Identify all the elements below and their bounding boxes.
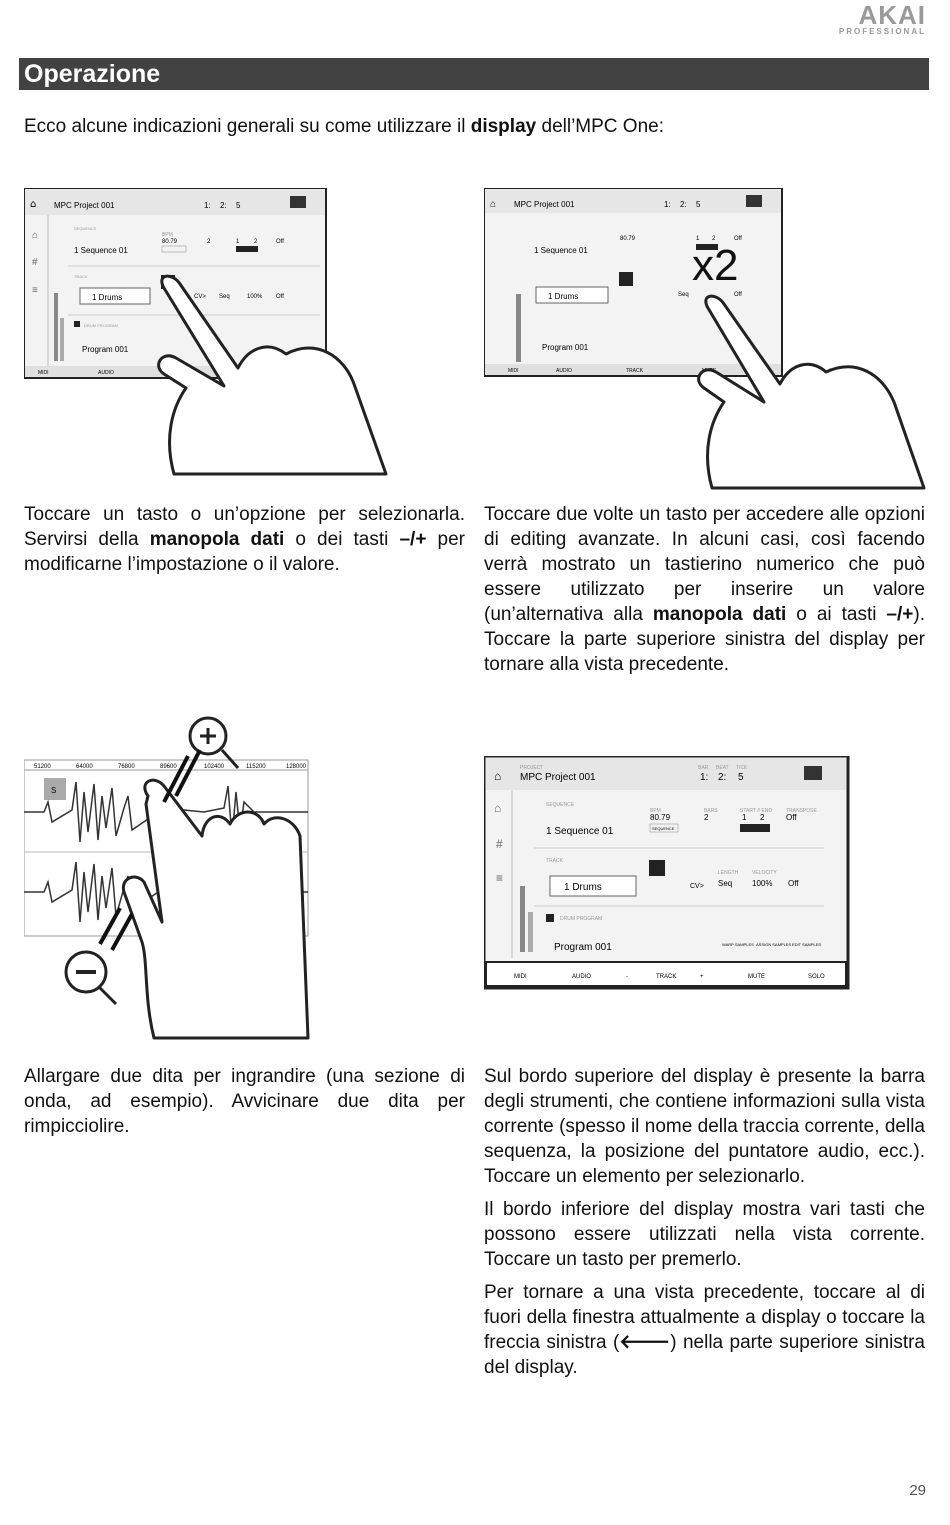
svg-text:#: # bbox=[496, 837, 503, 851]
svg-text:Seq: Seq bbox=[678, 292, 689, 298]
svg-text:2:: 2: bbox=[718, 772, 727, 783]
svg-text:Program 001: Program 001 bbox=[82, 345, 129, 354]
mpc-screen-3 bbox=[484, 756, 848, 988]
svg-text:2: 2 bbox=[207, 239, 211, 245]
svg-text:Off: Off bbox=[734, 292, 742, 298]
hand-pointer-2 bbox=[699, 296, 924, 488]
figure-double-tap bbox=[484, 188, 929, 493]
left-arrow-icon: 🡐 bbox=[619, 1332, 671, 1353]
svg-text:WARP SAMPLES: WARP SAMPLES bbox=[722, 942, 754, 947]
svg-text:128000: 128000 bbox=[286, 764, 307, 770]
intro-bold: display bbox=[470, 116, 537, 137]
svg-text:Off: Off bbox=[276, 239, 284, 245]
svg-text:TRACK: TRACK bbox=[74, 274, 88, 279]
svg-text:1 Sequence 01: 1 Sequence 01 bbox=[74, 246, 128, 255]
svg-text:MPC Project 001: MPC Project 001 bbox=[514, 200, 575, 209]
double-tap-label: x2 bbox=[692, 241, 739, 290]
figure-pinch bbox=[24, 712, 324, 1042]
svg-text:1: 1 bbox=[696, 236, 700, 242]
svg-text:Off: Off bbox=[788, 879, 799, 888]
svg-text:S: S bbox=[51, 786, 57, 795]
svg-text:Off: Off bbox=[276, 294, 284, 300]
svg-text:5: 5 bbox=[236, 201, 241, 210]
intro-text bbox=[24, 116, 664, 138]
svg-text:#: # bbox=[32, 257, 38, 268]
svg-text:AUDIO: AUDIO bbox=[556, 368, 572, 374]
svg-text:115200: 115200 bbox=[246, 764, 266, 770]
svg-text:DRUM PROGRAM: DRUM PROGRAM bbox=[560, 916, 603, 922]
svg-text:1 Sequence 01: 1 Sequence 01 bbox=[534, 246, 588, 255]
svg-text:1: 1 bbox=[236, 239, 240, 245]
figure-tap bbox=[24, 188, 394, 483]
svg-text:2: 2 bbox=[760, 813, 765, 822]
svg-text:MIDI: MIDI bbox=[508, 368, 519, 374]
svg-text:⌂: ⌂ bbox=[494, 801, 502, 815]
svg-text:2: 2 bbox=[704, 813, 709, 822]
svg-text:BAR: BAR bbox=[698, 765, 709, 771]
intro-after: dell’MPC One: bbox=[536, 116, 664, 137]
svg-text:64000: 64000 bbox=[76, 764, 93, 770]
svg-text:TRACK: TRACK bbox=[626, 368, 643, 374]
svg-text:AUDIO: AUDIO bbox=[572, 974, 592, 980]
svg-text:MIDI: MIDI bbox=[38, 370, 49, 376]
svg-text:Seq: Seq bbox=[718, 879, 733, 888]
svg-text:Off: Off bbox=[786, 813, 797, 822]
svg-text:1 Drums: 1 Drums bbox=[564, 882, 602, 893]
section-title: Operazione bbox=[19, 58, 929, 90]
svg-text:TICK: TICK bbox=[736, 765, 748, 771]
svg-text:1 Sequence 01: 1 Sequence 01 bbox=[546, 826, 614, 837]
svg-text:BEAT: BEAT bbox=[716, 765, 729, 771]
figure-toolbar bbox=[484, 756, 850, 990]
svg-text:AUDIO: AUDIO bbox=[98, 370, 114, 376]
svg-text:CV>: CV> bbox=[690, 883, 704, 890]
svg-text:BPM: BPM bbox=[162, 232, 173, 238]
svg-text:VELOCITY: VELOCITY bbox=[752, 870, 777, 876]
text-double-tap: Toccare due volte un tasto per accedere alle opzioni di editing avanzate. In alcuni casi, così facendo verrà mostrato un tastierino numerico che può essere utilizzato per inserire un valore (un’alternativa alla manopola dati o ai tasti –/+). Toccare la parte superiore sinistra del display per tornare alla vista precedente. bbox=[484, 504, 925, 675]
svg-text:SEQUENCE: SEQUENCE bbox=[652, 826, 675, 831]
svg-text:1:: 1: bbox=[664, 200, 671, 209]
svg-text:MPC Project 001: MPC Project 001 bbox=[520, 772, 596, 783]
svg-text:START // END: START // END bbox=[740, 808, 772, 814]
svg-text:5: 5 bbox=[738, 772, 744, 783]
svg-text:≡: ≡ bbox=[496, 871, 504, 885]
logo-subtext: PROFESSIONAL bbox=[838, 27, 926, 36]
svg-text:≡: ≡ bbox=[32, 285, 38, 296]
svg-text:1:: 1: bbox=[204, 201, 211, 210]
svg-text:TRANSPOSE: TRANSPOSE bbox=[786, 808, 817, 814]
svg-text:⌂: ⌂ bbox=[494, 769, 502, 783]
hand-pinch bbox=[123, 780, 308, 1038]
svg-text:EDIT SAMPLES: EDIT SAMPLES bbox=[792, 942, 822, 947]
svg-text:MUTE: MUTE bbox=[748, 974, 765, 980]
svg-text:76800: 76800 bbox=[118, 764, 135, 770]
svg-text:100%: 100% bbox=[247, 294, 263, 300]
svg-text:SEQUENCE: SEQUENCE bbox=[546, 802, 575, 808]
svg-text:102400: 102400 bbox=[204, 764, 225, 770]
svg-text:ASSIGN SAMPLES: ASSIGN SAMPLES bbox=[756, 942, 792, 947]
svg-text:-: - bbox=[626, 974, 628, 980]
svg-text:80.79: 80.79 bbox=[620, 236, 636, 242]
svg-text:1:: 1: bbox=[700, 772, 709, 783]
svg-text:Program 001: Program 001 bbox=[554, 942, 612, 953]
svg-text:BARS: BARS bbox=[704, 808, 718, 814]
svg-text:2: 2 bbox=[712, 236, 716, 242]
svg-text:1 Drums: 1 Drums bbox=[548, 292, 579, 301]
svg-text:CV>: CV> bbox=[194, 294, 206, 300]
svg-text:SEQUENCE: SEQUENCE bbox=[74, 226, 97, 231]
akai-logo bbox=[822, 2, 930, 36]
svg-text:Program 001: Program 001 bbox=[542, 343, 589, 352]
svg-text:Off: Off bbox=[734, 236, 742, 242]
svg-text:1: 1 bbox=[742, 813, 747, 822]
svg-text:LENGTH: LENGTH bbox=[718, 870, 739, 876]
svg-text:100%: 100% bbox=[752, 879, 773, 888]
svg-text:80.79: 80.79 bbox=[162, 239, 178, 245]
text-tap: Toccare un tasto o un’opzione per selezionarla. Servirsi della manopola dati o dei tasti –/+ per modificarne l’impostazione o il valore. bbox=[24, 504, 465, 575]
svg-text:2: 2 bbox=[254, 239, 258, 245]
logo-text: AKAI bbox=[858, 2, 926, 30]
svg-text:TRACK: TRACK bbox=[546, 858, 563, 864]
svg-text:⌂: ⌂ bbox=[32, 230, 39, 241]
svg-text:2:: 2: bbox=[680, 200, 687, 209]
svg-text:80.79: 80.79 bbox=[650, 813, 671, 822]
svg-text:BPM: BPM bbox=[650, 808, 661, 814]
svg-text:SOLO: SOLO bbox=[808, 974, 825, 980]
svg-text:TRACK: TRACK bbox=[656, 974, 677, 980]
svg-text:+: + bbox=[700, 974, 704, 980]
svg-text:1 Drums: 1 Drums bbox=[92, 293, 123, 302]
intro-before: Ecco alcune indicazioni generali su come utilizzare il bbox=[24, 116, 471, 137]
svg-text:MPC Project 001: MPC Project 001 bbox=[54, 201, 115, 210]
zoom-out-icon bbox=[66, 952, 116, 1004]
svg-text:51200: 51200 bbox=[34, 764, 51, 770]
text-toolbar: Sul bordo superiore del display è presente la barra degli strumenti, che contiene informazioni sulla vista corrente (spesso il nome della traccia corrente, della sequenza, la posizione del puntatore audio, ecc.). Toccare un elemento per selezionarlo. Il bordo inferiore del display mostra vari tasti che possono essere utilizzati nella vista corrente. Toccare un tasto per premerlo. Per tornare a una vista precedente, toccare al di fuori della finestra attualmente a display o toccare la freccia sinistra (🡐) nella parte superiore sinistra del display. bbox=[484, 1066, 925, 1378]
svg-text:89600: 89600 bbox=[160, 764, 177, 770]
svg-text:⌂: ⌂ bbox=[490, 199, 497, 210]
home-icon: ⌂ bbox=[30, 199, 37, 210]
svg-text:Seq: Seq bbox=[219, 294, 230, 300]
text-pinch: Allargare due dita per ingrandire (una sezione di onda, ad esempio). Avvicinare due dita per rimpicciolire. bbox=[24, 1066, 465, 1137]
svg-text:MIDI: MIDI bbox=[514, 974, 527, 980]
page-number: 29 bbox=[909, 1482, 926, 1499]
svg-text:2:: 2: bbox=[220, 201, 227, 210]
svg-text:PROJECT: PROJECT bbox=[520, 765, 544, 771]
svg-text:DRUM PROGRAM: DRUM PROGRAM bbox=[84, 323, 118, 328]
svg-text:5: 5 bbox=[696, 200, 701, 209]
